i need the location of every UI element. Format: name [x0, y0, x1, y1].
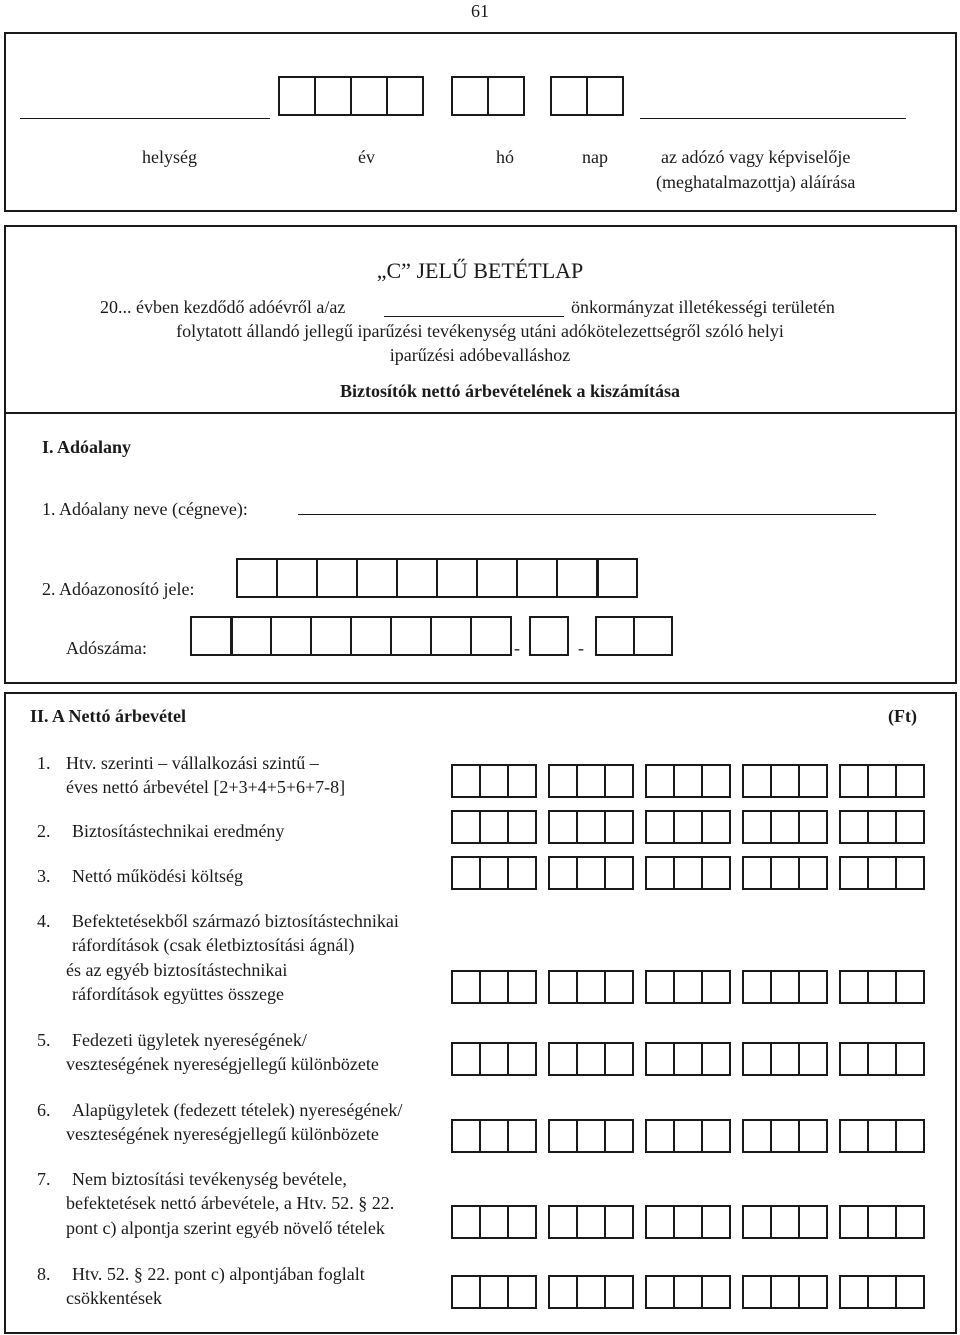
digit-box[interactable]: [867, 764, 897, 798]
digit-group: [645, 856, 731, 890]
digit-group: [548, 1042, 634, 1076]
digit-group: [548, 1205, 634, 1239]
digit-box[interactable]: [742, 1042, 772, 1076]
digit-box[interactable]: [548, 1205, 578, 1239]
digit-box[interactable]: [576, 970, 606, 1004]
item-2-line1: Biztosítástechnikai eredmény: [72, 821, 285, 841]
digit-group: [451, 970, 537, 1004]
item-1-line2: éves nettó árbevétel [2+3+4+5+6+7-8]: [66, 777, 346, 797]
digit-box[interactable]: [798, 1119, 828, 1153]
item-3-line1: Nettó működési költség: [72, 866, 243, 886]
item-8-number: 8.: [37, 1264, 51, 1284]
digit-box[interactable]: [673, 1205, 703, 1239]
digit-box[interactable]: [867, 856, 897, 890]
item-6-number: 6.: [37, 1100, 51, 1120]
digit-box[interactable]: [770, 856, 800, 890]
item-3-number: 3.: [37, 866, 51, 886]
digit-box[interactable]: [451, 1119, 481, 1153]
section2-heading: II. A Nettó árbevétel: [30, 706, 186, 726]
form-subtitle: Biztosítók nettó árbevételének a kiszámítása: [340, 381, 680, 401]
item-7-line2: befektetések nettó árbevétele, a Htv. 52. § 22.: [66, 1193, 395, 1213]
digit-box[interactable]: [798, 970, 828, 1004]
digit-box[interactable]: [451, 970, 481, 1004]
digit-box[interactable]: [798, 764, 828, 798]
item-7-number: 7.: [37, 1169, 51, 1189]
digit-group: [742, 970, 828, 1004]
digit-box[interactable]: [798, 856, 828, 890]
digit-box[interactable]: [576, 1275, 606, 1309]
digit-box[interactable]: [645, 1119, 675, 1153]
digit-box[interactable]: [673, 1042, 703, 1076]
item-6-amount-boxes[interactable]: [451, 1119, 936, 1153]
digit-box[interactable]: [673, 856, 703, 890]
tax-number-dash1: -: [514, 638, 520, 658]
digit-box[interactable]: [839, 970, 869, 1004]
digit-group: [839, 764, 925, 798]
digit-box[interactable]: [839, 856, 869, 890]
digit-group: [839, 1042, 925, 1076]
digit-group: [839, 1275, 925, 1309]
digit-box[interactable]: [576, 1205, 606, 1239]
digit-box[interactable]: [479, 856, 509, 890]
item-4-number: 4.: [37, 911, 51, 931]
digit-box[interactable]: [548, 1119, 578, 1153]
digit-box[interactable]: [451, 1275, 481, 1309]
tax-id-boxes[interactable]: [236, 558, 638, 598]
item-3-amount-boxes[interactable]: [451, 856, 936, 890]
digit-box[interactable]: [604, 856, 634, 890]
digit-group: [645, 764, 731, 798]
header-line1-right: önkormányzat illetékességi területén: [571, 297, 835, 317]
item-2-number: 2.: [37, 821, 51, 841]
digit-group: [645, 970, 731, 1004]
digit-box[interactable]: [451, 1205, 481, 1239]
digit-box[interactable]: [701, 1205, 731, 1239]
digit-box[interactable]: [742, 1119, 772, 1153]
item-7-line1: Nem biztosítási tevékenység bevétele,: [72, 1169, 347, 1189]
digit-group: [839, 970, 925, 1004]
digit-box[interactable]: [507, 1119, 537, 1153]
unit-label: (Ft): [888, 706, 917, 726]
section1-heading: I. Adóalany: [42, 437, 132, 457]
digit-group: [451, 1205, 537, 1239]
item-4-line3: és az egyéb biztosítástechnikai: [66, 960, 288, 980]
digit-box[interactable]: [548, 1042, 578, 1076]
digit-box[interactable]: [798, 1205, 828, 1239]
digit-group: [548, 810, 634, 844]
digit-box[interactable]: [576, 856, 606, 890]
digit-box[interactable]: [548, 764, 578, 798]
digit-box[interactable]: [895, 1042, 925, 1076]
signature-line[interactable]: [640, 118, 906, 119]
digit-box[interactable]: [548, 856, 578, 890]
digit-group: [742, 856, 828, 890]
digit-box[interactable]: [673, 1275, 703, 1309]
digit-group: [548, 970, 634, 1004]
item-4-amount-boxes[interactable]: [451, 970, 936, 1004]
tax-number-box-county[interactable]: [595, 616, 673, 656]
digit-group: [742, 1119, 828, 1153]
digit-box[interactable]: [507, 970, 537, 1004]
digit-box[interactable]: [701, 856, 731, 890]
digit-group: [548, 856, 634, 890]
digit-box[interactable]: [479, 810, 509, 844]
digit-box[interactable]: [576, 764, 606, 798]
year-label: év: [358, 147, 375, 167]
item-5-amount-boxes[interactable]: [451, 1042, 936, 1076]
digit-box[interactable]: [701, 1042, 731, 1076]
digit-box[interactable]: [839, 810, 869, 844]
digit-box[interactable]: [701, 764, 731, 798]
digit-box[interactable]: [645, 1275, 675, 1309]
digit-group: [839, 1205, 925, 1239]
digit-group: [451, 1042, 537, 1076]
digit-group: [645, 1119, 731, 1153]
digit-box[interactable]: [867, 1119, 897, 1153]
place-label: helység: [142, 147, 197, 167]
digit-group: [548, 1119, 634, 1153]
digit-box[interactable]: [701, 810, 731, 844]
digit-box[interactable]: [604, 1042, 634, 1076]
digit-box[interactable]: [548, 810, 578, 844]
item-7-amount-boxes[interactable]: [451, 1205, 936, 1239]
digit-group: [742, 1042, 828, 1076]
digit-group: [742, 1205, 828, 1239]
digit-group: [645, 810, 731, 844]
item-4-line4: ráfordítások együttes összege: [72, 984, 284, 1004]
digit-group: [451, 764, 537, 798]
digit-box[interactable]: [867, 970, 897, 1004]
digit-box[interactable]: [742, 810, 772, 844]
form-title: „C” JELŰ BETÉTLAP: [376, 258, 584, 283]
digit-box[interactable]: [673, 764, 703, 798]
digit-box[interactable]: [645, 764, 675, 798]
digit-box[interactable]: [645, 1205, 675, 1239]
digit-box[interactable]: [839, 1119, 869, 1153]
digit-box[interactable]: [895, 1275, 925, 1309]
digit-box[interactable]: [839, 1205, 869, 1239]
item-8-line2: csökkentések: [66, 1288, 162, 1308]
digit-box[interactable]: [645, 810, 675, 844]
digit-box[interactable]: [867, 1205, 897, 1239]
digit-group: [645, 1275, 731, 1309]
digit-box[interactable]: [701, 1275, 731, 1309]
digit-box[interactable]: [839, 1275, 869, 1309]
digit-box[interactable]: [867, 1042, 897, 1076]
digit-group: [548, 1275, 634, 1309]
digit-group: [451, 810, 537, 844]
digit-group: [451, 1119, 537, 1153]
signature-label-line2: (meghatalmazottja) aláírása: [656, 172, 856, 192]
digit-box[interactable]: [673, 1119, 703, 1153]
page-number: 61: [471, 1, 489, 21]
digit-box[interactable]: [742, 970, 772, 1004]
digit-box[interactable]: [604, 970, 634, 1004]
digit-box[interactable]: [451, 1042, 481, 1076]
digit-box[interactable]: [645, 856, 675, 890]
digit-box[interactable]: [895, 810, 925, 844]
digit-group: [742, 1275, 828, 1309]
tax-id-label: 2. Adóazonosító jele:: [42, 579, 195, 599]
item-6-line2: veszteségének nyereségjellegű különbözete: [66, 1124, 379, 1144]
digit-box[interactable]: [479, 1275, 509, 1309]
item-1-amount-boxes[interactable]: [451, 764, 936, 798]
digit-box[interactable]: [451, 810, 481, 844]
digit-group: [548, 764, 634, 798]
tax-number-dash2: -: [578, 638, 584, 658]
digit-box[interactable]: [645, 1042, 675, 1076]
digit-box[interactable]: [604, 1205, 634, 1239]
digit-box[interactable]: [507, 856, 537, 890]
digit-box[interactable]: [507, 1205, 537, 1239]
tax-number-box-vat[interactable]: [529, 616, 569, 656]
digit-box[interactable]: [867, 810, 897, 844]
item-8-line1: Htv. 52. § 22. pont c) alpontjában foglalt: [72, 1264, 365, 1284]
signature-label-line1: az adózó vagy képviselője: [661, 147, 851, 167]
digit-box[interactable]: [576, 1119, 606, 1153]
digit-box[interactable]: [548, 1275, 578, 1309]
digit-box[interactable]: [701, 970, 731, 1004]
digit-box[interactable]: [507, 810, 537, 844]
month-label: hó: [496, 147, 514, 167]
digit-group: [839, 856, 925, 890]
header-line1-left: 20... évben kezdődő adóévről a/az: [100, 297, 346, 317]
municipality-line[interactable]: [384, 316, 564, 317]
day-label: nap: [582, 147, 608, 167]
digit-box[interactable]: [548, 970, 578, 1004]
digit-box[interactable]: [770, 1275, 800, 1309]
day-boxes[interactable]: [550, 76, 624, 116]
place-line[interactable]: [20, 118, 270, 119]
digit-group: [839, 810, 925, 844]
digit-box[interactable]: [798, 1275, 828, 1309]
digit-box[interactable]: [576, 810, 606, 844]
digit-box[interactable]: [507, 764, 537, 798]
digit-box[interactable]: [895, 1205, 925, 1239]
digit-box[interactable]: [798, 1042, 828, 1076]
item-6-line1: Alapügyletek (fedezett tételek) nyereségének/: [72, 1100, 403, 1120]
item-4-line2: ráfordítások (csak életbiztosítási ágnál): [72, 935, 355, 955]
digit-box[interactable]: [576, 1042, 606, 1076]
tax-number-boxes[interactable]: [190, 616, 512, 656]
name-field[interactable]: [298, 514, 876, 515]
digit-box[interactable]: [645, 970, 675, 1004]
digit-box[interactable]: [604, 764, 634, 798]
header-line3: iparűzési adóbevalláshoz: [389, 345, 571, 365]
header-line2: folytatott állandó jellegű iparűzési tevékenység utáni adókötelezettségről szóló helyi: [176, 321, 784, 341]
digit-box[interactable]: [451, 856, 481, 890]
digit-group: [645, 1205, 731, 1239]
item-4-line1: Befektetésekből származó biztosítástechnikai: [72, 911, 399, 931]
digit-box[interactable]: [798, 810, 828, 844]
digit-box[interactable]: [839, 764, 869, 798]
name-label: 1. Adóalany neve (cégneve):: [42, 499, 248, 519]
item-7-line3: pont c) alpontja szerint egyéb növelő tételek: [66, 1218, 385, 1238]
digit-group: [742, 810, 828, 844]
digit-box[interactable]: [770, 1205, 800, 1239]
digit-box[interactable]: [770, 764, 800, 798]
digit-box[interactable]: [604, 1275, 634, 1309]
digit-group: [742, 764, 828, 798]
digit-box[interactable]: [770, 970, 800, 1004]
digit-box[interactable]: [742, 1275, 772, 1309]
digit-box[interactable]: [451, 764, 481, 798]
digit-box[interactable]: [895, 970, 925, 1004]
digit-box[interactable]: [507, 1042, 537, 1076]
item-5-number: 5.: [37, 1030, 51, 1050]
digit-box[interactable]: [895, 856, 925, 890]
digit-box[interactable]: [604, 810, 634, 844]
item-1-line1: Htv. szerinti – vállalkozási szintű –: [66, 753, 319, 773]
digit-box[interactable]: [604, 1119, 634, 1153]
item-5-line2: veszteségének nyereségjellegű különbözete: [66, 1054, 379, 1074]
item-5-line1: Fedezeti ügyletek nyereségének/: [72, 1030, 307, 1050]
digit-box[interactable]: [770, 1119, 800, 1153]
digit-box[interactable]: [770, 810, 800, 844]
digit-box[interactable]: [479, 1042, 509, 1076]
digit-box[interactable]: [742, 856, 772, 890]
digit-box[interactable]: [742, 1205, 772, 1239]
digit-box[interactable]: [479, 764, 509, 798]
digit-box[interactable]: [701, 1119, 731, 1153]
digit-box[interactable]: [673, 970, 703, 1004]
digit-group: [451, 856, 537, 890]
tax-number-label: Adószáma:: [66, 638, 147, 658]
digit-box[interactable]: [895, 764, 925, 798]
item-8-amount-boxes[interactable]: [451, 1275, 936, 1309]
digit-group: [451, 1275, 537, 1309]
digit-box[interactable]: [742, 764, 772, 798]
digit-box[interactable]: [479, 1119, 509, 1153]
digit-group: [645, 1042, 731, 1076]
digit-group: [839, 1119, 925, 1153]
digit-box[interactable]: [507, 1275, 537, 1309]
digit-box[interactable]: [770, 1042, 800, 1076]
digit-box[interactable]: [479, 970, 509, 1004]
digit-box[interactable]: [867, 1275, 897, 1309]
month-boxes[interactable]: [451, 76, 525, 116]
item-2-amount-boxes[interactable]: [451, 810, 936, 844]
digit-box[interactable]: [673, 810, 703, 844]
digit-box[interactable]: [839, 1042, 869, 1076]
digit-box[interactable]: [479, 1205, 509, 1239]
item-1-number: 1.: [37, 753, 51, 773]
digit-box[interactable]: [895, 1119, 925, 1153]
year-boxes[interactable]: [278, 76, 424, 116]
